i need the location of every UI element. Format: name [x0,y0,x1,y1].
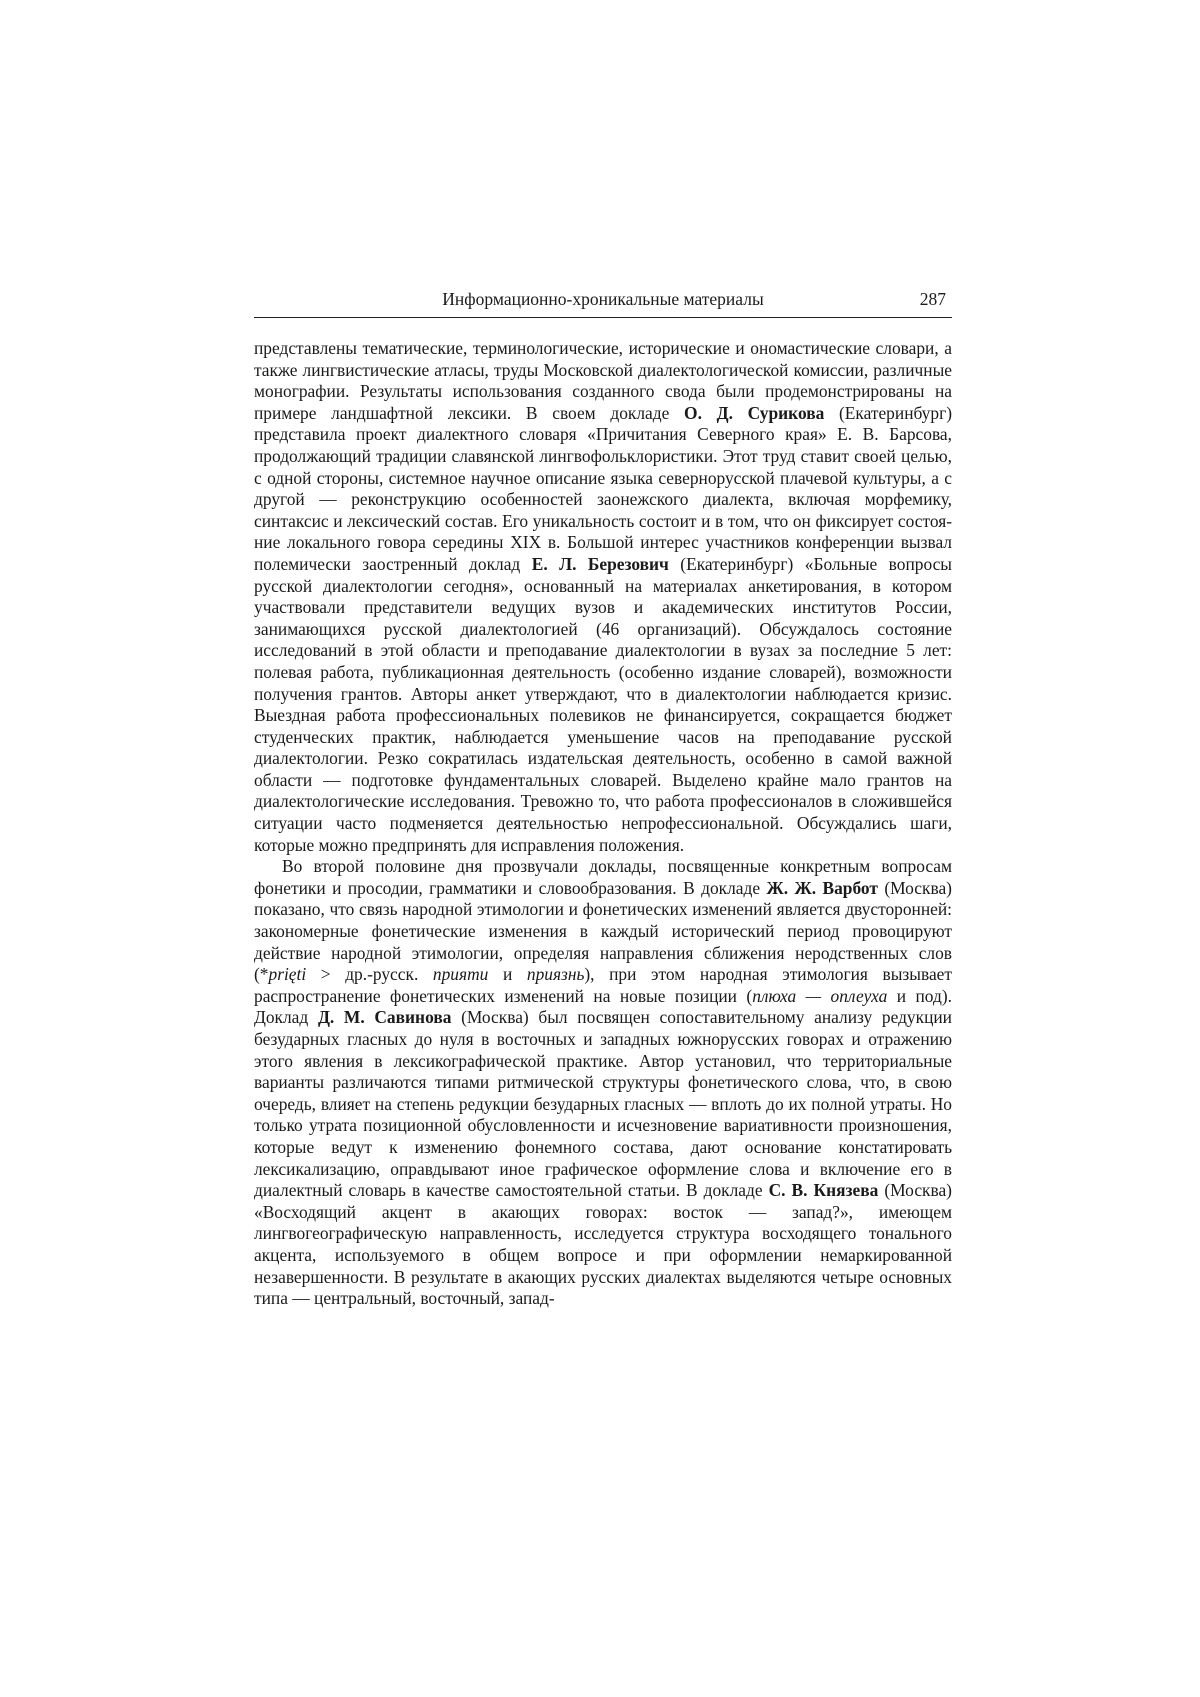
page-number: 287 [919,289,946,309]
paragraph-2 [254,856,952,1309]
author-name: Е. Л. Березович [531,553,669,574]
example-word: приязнь [526,964,585,985]
text-run: Во второй половине дня прозвучали доклады, посвященные конкретным вопросам фонетики и просодии, грамматики и словообразования. В докладе [254,856,952,898]
running-title: Информационно-хроникальные материалы [442,289,764,309]
author-name: О. Д. Сурикова [684,402,825,423]
article-body [254,338,952,1310]
author-name: Ж. Ж. Варбот [766,877,878,898]
example-word: плюха — оплеуха [752,985,888,1006]
text-run: (Москва) был посвящен сопоставительному анализу редукции безударных гласных до нуля в восточных и западных южнорусских говорах и отражению этого явления в лексикографической практике. Автор установил, что территориальные варианты различаются типами ритмической структуры фонетического слова, что, в свою очередь, влияет на степень редукции безударных гласных — вплоть до их полной утраты. Но только утрата позиционной обусловленности и исчезновение вариативности произношения, которые ведут к изменению фонемного состава, дают основание констатировать лексикализацию, оправдывают иное графическое оформление слова и включение его в диалектный словарь в качестве самостоятельной статьи. В докладе [254,1007,952,1201]
text-run: представлены тематические, терминологические, исторические и ономастические словари, а также лингвистические атласы, труды Московской диалектологической комиссии, различные монографии. Результаты использования созданного свода были продемонстрированы на примере ландшафтной лексики. В своем докладе [254,338,952,423]
example-word: prięti [268,964,307,985]
text-run: (Екатеринбург) «Больные вопросы русской диалектологии сегодня», основанный на материалах анкетирования, в котором участвовали представители ведущих вузов и академических институтов России, занимающихся русской диалектологией (46 организаций). Обсуждалось состояние исследований в этой области и преподавание диалектологии в вузах за последние 5 лет: полевая работа, публикационная деятельность (особенно издание словарей), возможности получения грантов. Авторы анкет утверждают, что в диалектологии наблюдается кризис. Выездная работа профессиональных полевиков не финансируется, сокращается бюджет студенческих практик, наблюдается уменьшение часов на преподавание русской диалектологии. Резко сократилась издательская деятельность, особенно в самой важной области — подготовке фундаментальных словарей. Выделено крайне мало грантов на диалектологические исследования. Тревожно то, что работа профессионалов в сложившейся ситуации часто подменяется деятельностью непрофессиональной. Обсуждались шаги, которые можно предпринять для исправления положения. [254,553,952,855]
author-name: С. В. Князева [768,1180,879,1201]
text-run: (Екатеринбург) представила проект диалектного словаря «Причитания Северного края» Е. В. Барсова, продолжающий традиции славянской лингвофольклористики. Этот труд ставит своей целью, с одной стороны, системное научное описание языка севернорусской плачевой культуры, а с другой — реконструкцию особенностей заонежского диалекта, включая морфемику, синтаксис и лексический состав. Его уникальность состоит и в том, что он фиксирует состояние локального говора середины XIX в. Большой интерес участников конференции вызвал полемически заостренный доклад [254,402,952,574]
text-run: (Москва) «Восходящий акцент в акающих говорах: восток — запад?», имеющем лингвогеографическую направленность, исследуется структура восходящего тонального акцента, используемого в общем вопросе и при оформлении немаркированной незавершенности. В результате в акающих русских диалектах выделяются четыре основных типа — центральный, восточный, запад- [254,1180,952,1309]
example-word: прияти [432,964,489,985]
running-header [254,287,952,318]
journal-page [254,287,952,1310]
text-run: (Москва) показано, что связь народной этимологии и фонетических изменений является двусторонней: закономерные фонетические изменения в каждый исторический период провоцируют действие народной этимологии, определяя направления сближения неродственных слов (* [254,877,952,985]
text-run: > др.-русск. [306,964,433,985]
text-run: и [488,964,527,985]
text-run: ), при этом народная этимология вызывает распространение фонетических изменений на новые позиции ( [254,964,952,1006]
text-run: и под). Доклад [254,985,952,1028]
paragraph-1 [254,338,952,856]
author-name: Д. М. Савинова [317,1007,452,1028]
